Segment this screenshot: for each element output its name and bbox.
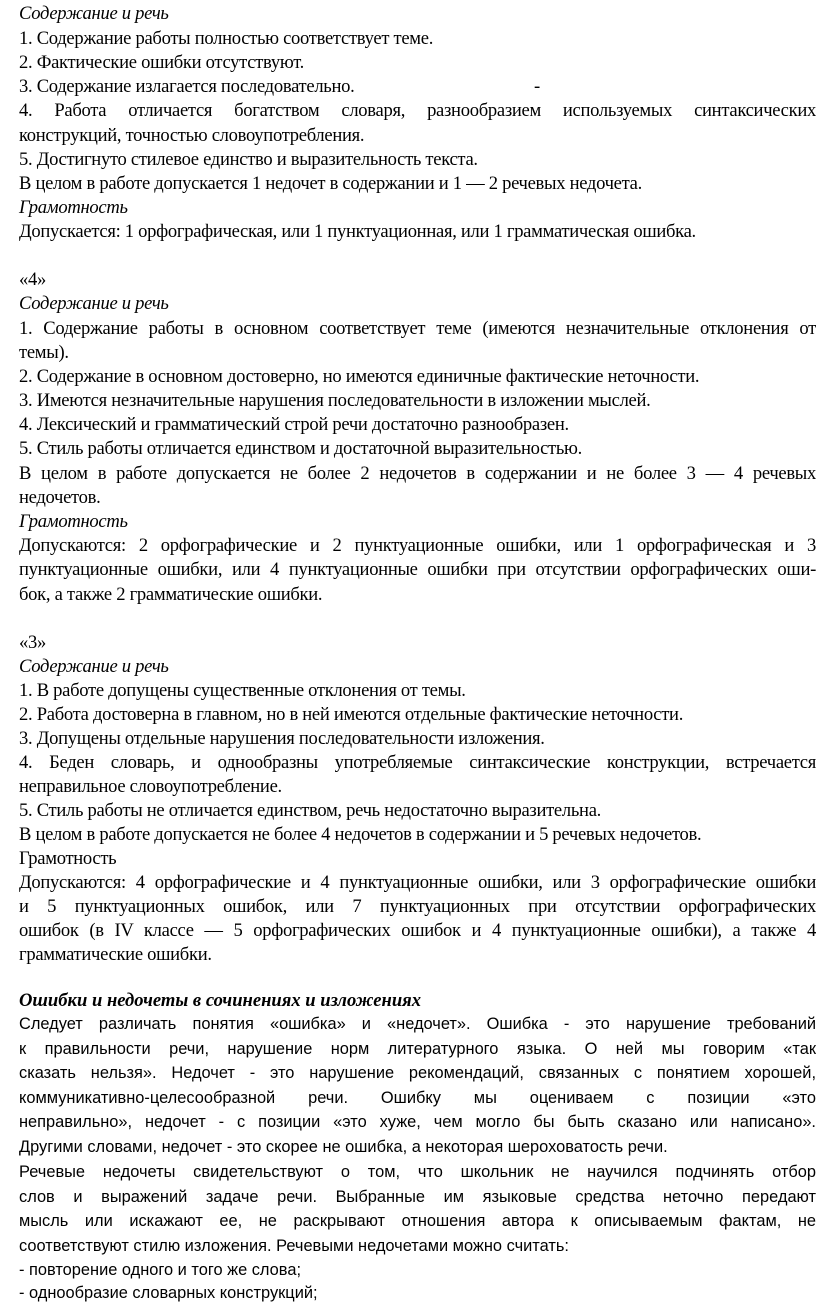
paragraph-line: неправильно», недочет - с позиции «это хуже, чем могло бы быть сказано или написано». — [19, 1113, 816, 1131]
criterion-line: 4. Лексический и грамматический строй речи достаточно разнообразен. — [19, 414, 569, 435]
grammar-text: Допускаются: 4 орфографические и 4 пунктуационные ошибки, или 3 орфографические ошибки — [19, 872, 816, 893]
paragraph-line: Другими словами, недочет - это скорее не ошибка, а некоторая шероховатость речи. — [19, 1138, 668, 1156]
content-speech-heading: Содержание и речь — [19, 3, 169, 24]
criterion-line: 5. Стиль работы отличается единством и достаточной выразительностью. — [19, 438, 582, 459]
criterion-line: 2. Работа достоверна в главном, но в ней имеются отдельные фактические неточности. — [19, 704, 684, 725]
grammar-heading: Грамотность — [19, 848, 117, 869]
paragraph-line: к правильности речи, нарушение норм литературного языка. О ней мы говорим «так — [19, 1040, 816, 1058]
criterion-line: 2. Содержание в основном достоверно, но имеются единичные фактические неточности. — [19, 366, 700, 387]
grammar-text: пунктуационные ошибки, или 4 пунктуационные ошибки при отсутствии орфографических оши- — [19, 559, 816, 580]
paragraph-line: соответствуют стилю изложения. Речевыми недочетами можно считать: — [19, 1237, 569, 1255]
stray-dash: - — [534, 76, 540, 97]
criterion-line: неправильное словоупотребление. — [19, 776, 282, 797]
criterion-line: 5. Достигнуто стилевое единство и выразительность текста. — [19, 149, 478, 170]
criterion-line: 3. Допущены отдельные нарушения последовательности изложения. — [19, 728, 545, 749]
criterion-line: 1. В работе допущены существенные отклонения от темы. — [19, 680, 466, 701]
criterion-line: 4. Работа отличается богатством словаря, разнообразием используемых синтаксических — [19, 100, 816, 121]
criterion-line: 2. Фактические ошибки отсутствуют. — [19, 52, 304, 73]
paragraph-line: слов и выражений задаче речи. Выбранные им языковые средства неточно передают — [19, 1188, 816, 1206]
paragraph-line: мысль или искажают ее, не раскрывают отношения автора к описываемым фактам, не — [19, 1212, 816, 1230]
criterion-line: 4. Беден словарь, и однообразны употребляемые синтаксические конструкции, встречается — [19, 752, 816, 773]
paragraph-line: коммуникативно-целесообразной речи. Ошибку мы оцениваем с позиции «это — [19, 1089, 816, 1107]
criterion-line: 3. Содержание излагается последовательно. — [19, 76, 355, 97]
grade-title: «4» — [19, 269, 46, 290]
grammar-heading: Грамотность — [19, 197, 128, 218]
criterion-line: 1. Содержание работы полностью соответствует теме. — [19, 28, 434, 49]
content-speech-heading: Содержание и речь — [19, 293, 169, 314]
list-item: - однообразие словарных конструкций; — [19, 1284, 318, 1302]
paragraph-line: Речевые недочеты свидетельствуют о том, что школьник не научился подчинять отбор — [19, 1163, 816, 1181]
criterion-line: 3. Имеются незначительные нарушения последовательности в изложении мыслей. — [19, 390, 651, 411]
criterion-line: 5. Стиль работы не отличается единством, речь недостаточно выразительна. — [19, 800, 601, 821]
summary-line: недочетов. — [19, 487, 101, 508]
paragraph-line: сказать нельзя». Недочет - это нарушение рекомендаций, связанных с понятием хорошей, — [19, 1064, 816, 1082]
summary-line: В целом в работе допускается не более 4 недочетов в содержании и 5 речевых недочетов. — [19, 824, 702, 845]
grammar-text: Допускается: 1 орфографическая, или 1 пунктуационная, или 1 грамматическая ошибка. — [19, 221, 696, 242]
list-item: - повторение одного и того же слова; — [19, 1261, 301, 1279]
section-heading: Ошибки и недочеты в сочинениях и изложениях — [19, 990, 422, 1011]
grade-title: «3» — [19, 632, 46, 653]
criterion-line: конструкций, точностью словоупотребления. — [19, 125, 365, 146]
grammar-text: Допускаются: 2 орфографические и 2 пунктуационные ошибки, или 1 орфографическая и 3 — [19, 535, 816, 556]
summary-line: В целом в работе допускается не более 2 недочетов в содержании и не более 3 — 4 речевых — [19, 463, 816, 484]
grammar-text: ошибок (в IV классе — 5 орфографических ошибок и 4 пунктуационные ошибки), а также 4 — [19, 920, 816, 941]
grammar-text: и 5 пунктуационных ошибок, или 7 пунктуационных при отсутствии орфографических — [19, 896, 816, 917]
content-speech-heading: Содержание и речь — [19, 656, 169, 677]
grammar-text: бок, а также 2 грамматические ошибки. — [19, 584, 323, 605]
grammar-heading: Грамотность — [19, 511, 128, 532]
summary-line: В целом в работе допускается 1 недочет в содержании и 1 — 2 речевых недочета. — [19, 173, 642, 194]
criterion-line: 1. Содержание работы в основном соответствует теме (имеются незначительные отклонения от — [19, 318, 816, 339]
criterion-line: темы). — [19, 342, 69, 363]
grammar-text: грамматические ошибки. — [19, 944, 212, 965]
paragraph-line: Следует различать понятия «ошибка» и «недочет». Ошибка - это нарушение требований — [19, 1015, 816, 1033]
